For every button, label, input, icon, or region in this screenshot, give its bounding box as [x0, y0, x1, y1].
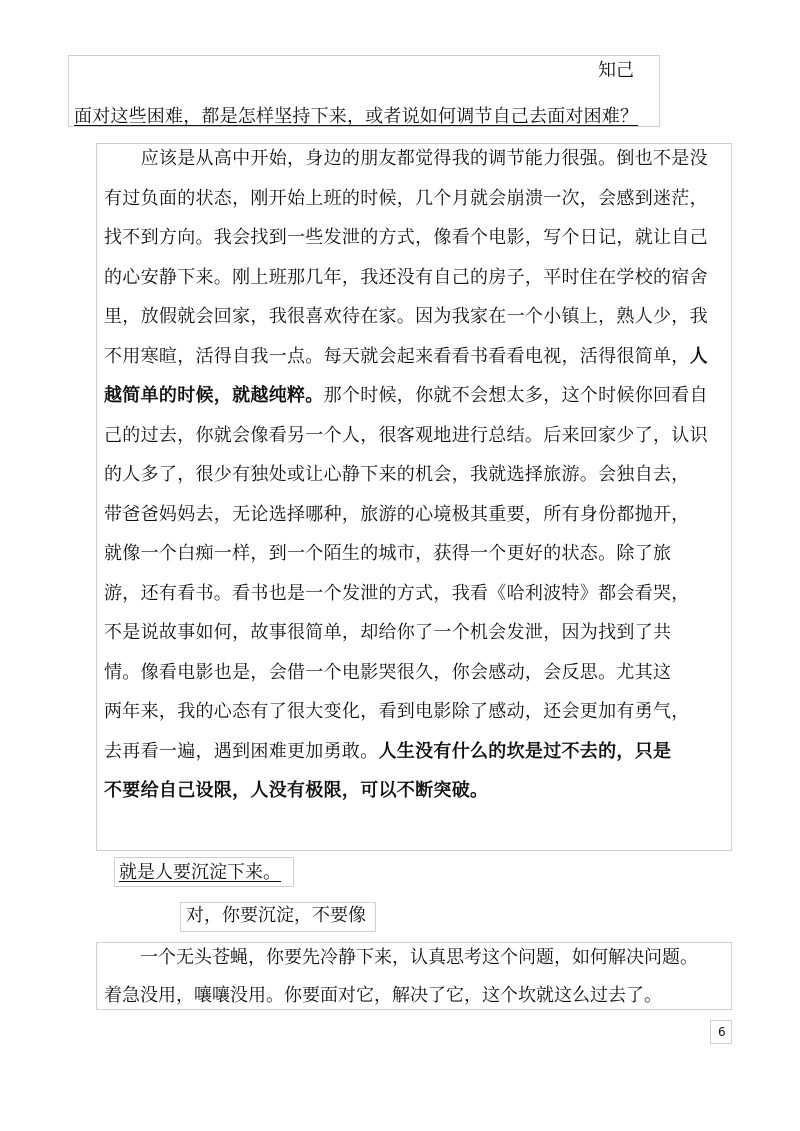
page-number: 6 — [718, 1025, 726, 1039]
answer-line — [104, 148, 708, 170]
bold-text: 人 — [689, 345, 708, 367]
answer-text: 有过负面的状态，刚开始上班的时候，几个月就会崩溃一次，会感到迷茫， — [104, 187, 708, 209]
answer-text: 不是说故事如何，故事很简单，却给你了一个机会发泄，因为找到了共 — [104, 622, 672, 643]
answer-text: 就像一个白痴一样，到一个陌生的城市，获得一个更好的状态。除了旅 — [104, 543, 672, 564]
interview-question: 面对这些困难，都是怎样坚持下来，或者说如何调节自己去面对困难？ — [74, 106, 639, 127]
bold-text: 越简单的时候，就越纯粹。 — [104, 385, 324, 406]
answer-text: 的人多了，很少有独处或让心静下来的机会，我就选择旅游。会独自去， — [104, 464, 690, 485]
answer-text: 游，还有看书。看书也是一个发泄的方式，我看《哈利波特》都会看哭， — [104, 582, 690, 604]
followup-statement: 就是人要沉淀下来。 — [119, 862, 281, 883]
answer-text: 找不到方向。我会找到一些发泄的方式，像看个电影，写个日记，就让自己 — [104, 227, 708, 248]
header-label: 知己 — [598, 60, 634, 81]
answer-line — [104, 385, 708, 407]
answer-line — [104, 622, 671, 644]
answer-line — [104, 267, 708, 289]
answer-line — [104, 780, 488, 802]
answer-line — [104, 425, 708, 447]
answer-text: 的心安静下来。刚上班那几年，我还没有自己的房子，平时住在学校的宿舍 — [104, 266, 708, 288]
answer-line — [104, 662, 671, 684]
answer-line — [104, 543, 671, 565]
answer-line — [104, 346, 708, 368]
answer-text: 去再看一遍，遇到困难更加勇敢。 — [104, 740, 379, 762]
answer-line — [104, 464, 690, 486]
answer-text: 情。像看电影也是，会借一个电影哭很久，你会感动，会反思。尤其这 — [104, 661, 672, 683]
final-line-1: 一个无头苍蝇，你要先冷静下来，认真思考这个问题，如何解决问题。 — [104, 947, 698, 968]
answer-text: 己的过去，你就会像看另一个人，很客观地进行总结。后来回家少了，认识 — [104, 424, 708, 446]
answer-text: 带爸爸妈妈去，无论选择哪种，旅游的心境极其重要，所有身份都抛开， — [104, 503, 690, 525]
bold-text: 人生没有什么的坎是过不去的，只是 — [378, 740, 672, 762]
answer-text: 里，放假就会回家，我很喜欢待在家。因为我家在一个小镇上，熟人少，我 — [104, 306, 708, 327]
reply-fragment: 对，你要沉淀，不要像 — [186, 905, 366, 926]
answer-line — [104, 188, 708, 210]
answer-line — [104, 227, 708, 249]
answer-text: 不用寒暄，活得自我一点。每天就会起来看看书看看电视，活得很简单， — [104, 345, 690, 367]
answer-text: 两年来，我的心态有了很大变化，看到电影除了感动，还会更加有勇气， — [104, 701, 690, 722]
answer-line — [104, 741, 671, 763]
answer-line — [104, 306, 708, 328]
answer-line — [104, 504, 690, 526]
answer-line — [104, 701, 690, 723]
answer-text: 那个时候，你就不会想太多，这个时候你回看自 — [323, 385, 708, 406]
final-line-2: 着急没用，嚷嚷没用。你要面对它，解决了它，这个坎就这么过去了。 — [104, 985, 662, 1006]
bold-text: 不要给自己设限，人没有极限，可以不断突破。 — [104, 780, 489, 801]
answer-text: 应该是从高中开始，身边的朋友都觉得我的调节能力很强。倒也不是没 — [104, 148, 708, 169]
answer-line — [104, 583, 690, 605]
